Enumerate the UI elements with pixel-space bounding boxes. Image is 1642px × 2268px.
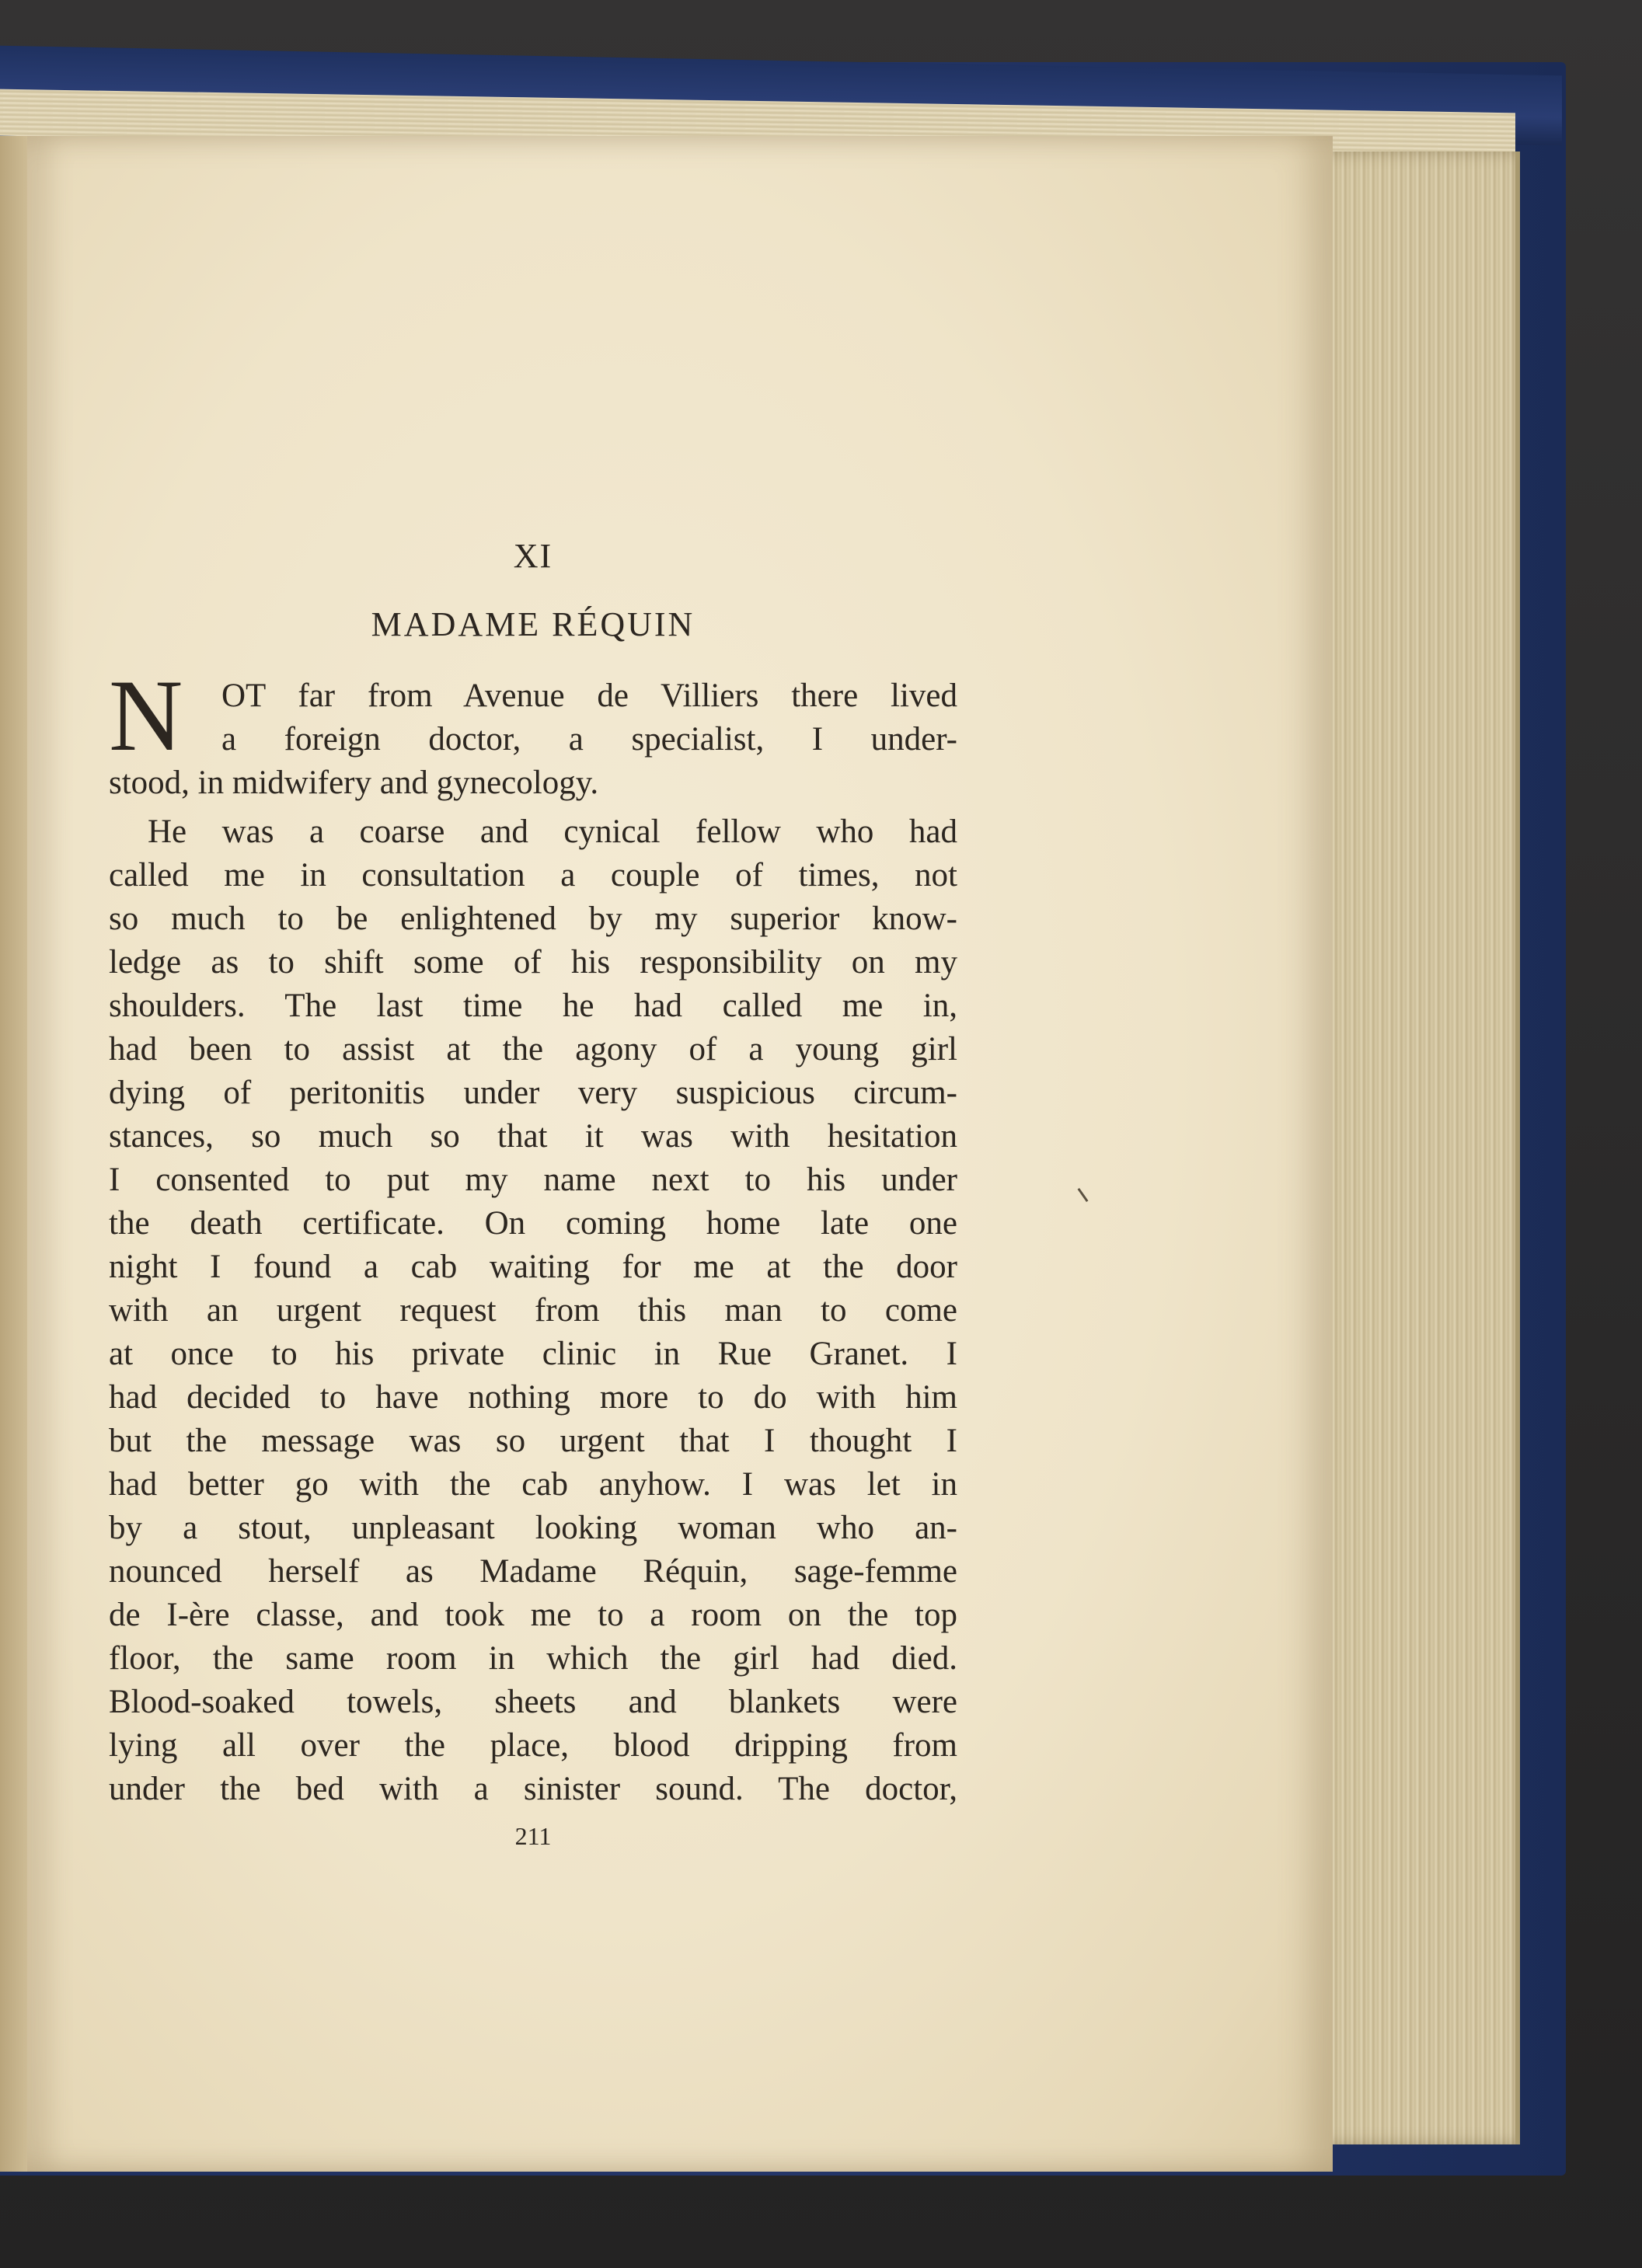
text-line: de I-ère classe, and took me to a room on the top <box>109 1597 957 1633</box>
text-line: called me in consultation a couple of times, not <box>109 857 957 894</box>
text-line: stood, in midwifery and gynecology. <box>109 765 599 801</box>
text-line: floor, the same room in which the girl had died. <box>109 1640 957 1677</box>
text-line: Blood-soaked towels, sheets and blankets were <box>109 1684 957 1720</box>
text-line: a foreign doctor, a specialist, I under- <box>221 721 957 758</box>
text-line: I consented to put my name next to his under <box>109 1162 957 1198</box>
text-line: with an urgent request from this man to come <box>109 1292 957 1329</box>
text-line: shoulders. The last time he had called me in, <box>109 988 957 1024</box>
text-line: ledge as to shift some of his responsibility on my <box>109 944 957 981</box>
text-line: had decided to have nothing more to do with him <box>109 1379 957 1416</box>
text-line: dying of peritonitis under very suspicious circum- <box>109 1075 957 1111</box>
text-line: had better go with the cab anyhow. I was let in <box>109 1466 957 1503</box>
text-line: nounced herself as Madame Réquin, sage-femme <box>109 1553 957 1590</box>
chapter-title: MADAME RÉQUIN <box>371 605 695 643</box>
text-line: under the bed with a sinister sound. The doctor, <box>109 1771 957 1807</box>
text-line: night I found a cab waiting for me at the door <box>109 1249 957 1285</box>
page-number: 211 <box>514 1822 552 1850</box>
text-line: at once to his private clinic in Rue Granet. I <box>109 1336 957 1372</box>
text-line: OT far from Avenue de Villiers there lived <box>221 678 957 714</box>
text-line: lying all over the place, blood dripping from <box>109 1727 957 1764</box>
text-line: had been to assist at the agony of a young girl <box>109 1031 957 1068</box>
chapter-number: XI <box>513 537 553 575</box>
text-line: so much to be enlightened by my superior know- <box>109 901 957 937</box>
text-line: stances, so much so that it was with hesitation <box>109 1118 957 1155</box>
text-line: He was a coarse and cynical fellow who had <box>148 813 957 850</box>
text-line: but the message was so urgent that I thought I <box>109 1423 957 1459</box>
drop-cap: N <box>109 658 183 772</box>
text-line: by a stout, unpleasant looking woman who an- <box>109 1510 957 1546</box>
text-line: the death certificate. On coming home late one <box>109 1205 957 1242</box>
